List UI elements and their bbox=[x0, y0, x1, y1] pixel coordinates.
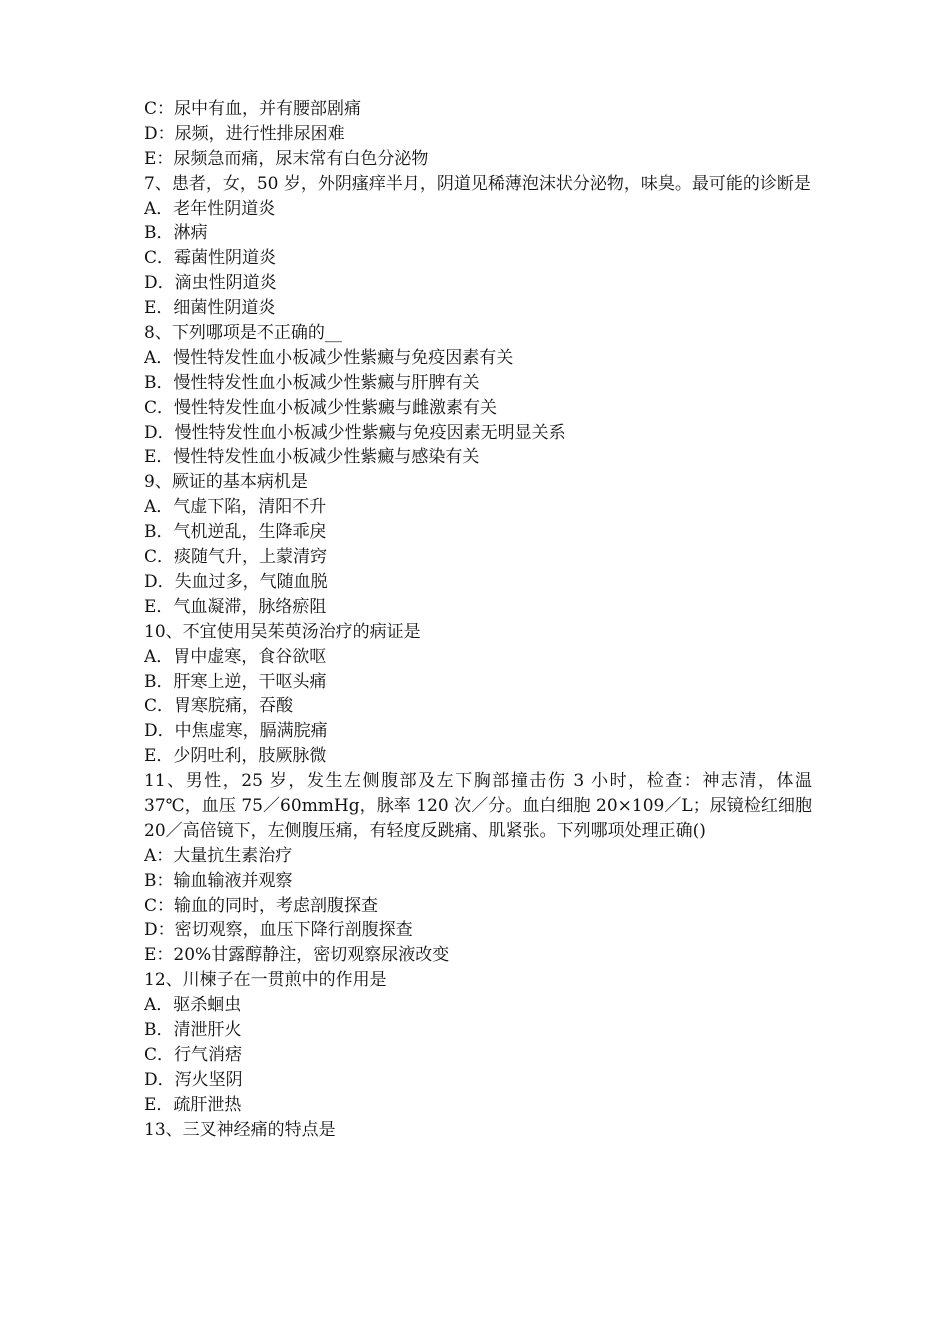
question-7 bbox=[144, 172, 812, 321]
option-d: D．滴虫性阴道炎 bbox=[144, 273, 277, 294]
question-12 bbox=[144, 968, 812, 1117]
question-9 bbox=[144, 470, 812, 619]
option-d: D．泻火坚阴 bbox=[144, 1069, 243, 1090]
option-a: A．老年性阴道炎 bbox=[144, 198, 276, 219]
option-e: E．细菌性阴道炎 bbox=[144, 298, 276, 319]
option-d: D．失血过多，气随血脱 bbox=[144, 571, 328, 592]
option-e: E：尿频急而痛，尿末常有白色分泌物 bbox=[144, 148, 429, 169]
option-c: C．慢性特发性血小板减少性紫癜与雌激素有关 bbox=[144, 397, 498, 418]
option-e: E．少阴吐利，肢厥脉微 bbox=[144, 746, 327, 767]
option-b: B．淋病 bbox=[144, 223, 208, 244]
question-stem: 12、川楝子在一贯煎中的作用是 bbox=[144, 970, 387, 991]
option-d: D：尿频，进行性排尿困难 bbox=[144, 123, 345, 144]
option-e: E．慢性特发性血小板减少性紫癜与感染有关 bbox=[144, 447, 480, 468]
option-b: B．清泄肝火 bbox=[144, 1020, 242, 1041]
option-e: E：20%甘露醇静注，密切观察尿液改变 bbox=[144, 945, 450, 966]
question-11 bbox=[144, 769, 812, 968]
option-b: B．慢性特发性血小板减少性紫癜与肝脾有关 bbox=[144, 372, 480, 393]
question-13 bbox=[144, 1118, 812, 1143]
option-b: B．肝寒上逆，干呕头痛 bbox=[144, 671, 327, 692]
option-c: C．胃寒脘痛，吞酸 bbox=[144, 696, 294, 717]
option-c: C．霉菌性阴道炎 bbox=[144, 248, 277, 269]
option-c: C：输血的同时，考虑剖腹探查 bbox=[144, 895, 379, 916]
option-e: E．疏肝泄热 bbox=[144, 1094, 242, 1115]
question-6-tail bbox=[144, 97, 812, 172]
question-8 bbox=[144, 321, 812, 470]
option-c: C：尿中有血，并有腰部剧痛 bbox=[144, 99, 362, 119]
option-d: D．中焦虚寒，膈满脘痛 bbox=[144, 721, 328, 742]
option-e: E．气血凝滞，脉络瘀阻 bbox=[144, 596, 327, 617]
question-stem: 11、男性，25 岁，发生左侧腹部及左下胸部撞击伤 3 小时，检查：神志清，体温 37℃，血压 75／60mmHg，脉率 120 次／分。血白细胞 20×109／L；尿镜检红细胞 20／高倍镜下，左侧腹压痛，有轻度反跳痛、肌紧张。下列哪项处理正确() bbox=[144, 771, 812, 841]
question-stem: 8、下列哪项是不正确的__ bbox=[144, 323, 342, 344]
question-stem: 10、不宜使用吴茱萸汤治疗的病证是 bbox=[144, 621, 421, 642]
question-stem: 13、三叉神经痛的特点是 bbox=[144, 1119, 336, 1140]
option-b: B：输血输液并观察 bbox=[144, 870, 293, 891]
option-a: A．胃中虚寒，食谷欲呕 bbox=[144, 646, 327, 667]
question-stem: 9、厥证的基本病机是 bbox=[144, 472, 308, 493]
question-10 bbox=[144, 620, 812, 769]
option-c: C．行气消痞 bbox=[144, 1044, 243, 1065]
option-a: A．慢性特发性血小板减少性紫癜与免疫因素有关 bbox=[144, 347, 514, 368]
option-a: A：大量抗生素治疗 bbox=[144, 845, 293, 866]
option-d: D．慢性特发性血小板减少性紫癜与免疫因素无明显关系 bbox=[144, 422, 566, 443]
option-c: C．痰随气升，上蒙清窍 bbox=[144, 547, 328, 568]
document-page bbox=[144, 97, 812, 1142]
option-a: A．驱杀蛔虫 bbox=[144, 995, 242, 1016]
option-a: A．气虚下陷，清阳不升 bbox=[144, 497, 327, 518]
option-d: D：密切观察，血压下降行剖腹探查 bbox=[144, 920, 413, 941]
question-stem: 7、患者，女，50 岁，外阴瘙痒半月，阴道见稀薄泡沫状分泌物，味臭。最可能的诊断是 bbox=[144, 173, 811, 194]
option-b: B．气机逆乱，生降乖戾 bbox=[144, 522, 327, 543]
